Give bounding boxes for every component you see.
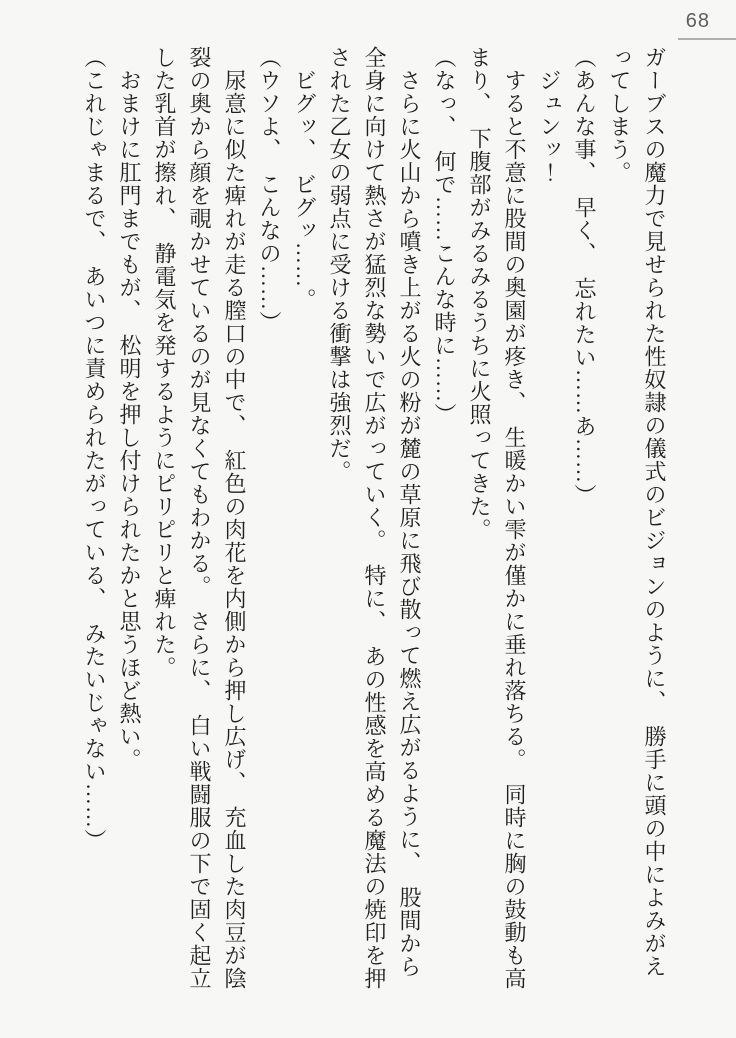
- text-line: 尿意に似た痺れが走る膣口の中で、 紅色の肉花を内側から押し広げ、 充血した肉豆が陰: [222, 46, 247, 990]
- text-line: 全身に向けて熱さが猛烈な勢いで広がっていく。 特に、 あの性感を高める魔法の焼印を押: [362, 46, 387, 990]
- text-line: ってしまう。: [607, 46, 632, 184]
- text-line: すると不意に股間の奥園が疼き、 生暖かい雫が僅かに垂れ落ちる。 同時に胸の鼓動も高: [502, 46, 527, 990]
- text-line: （ウソよ、 こんなの……）: [257, 46, 282, 334]
- text-line: 裂の奥から顔を覗かせているのが見なくてもわかる。 さらに、 白い戦闘服の下で固く起立: [187, 46, 212, 990]
- vertical-text-block: [77, 46, 672, 1010]
- text-line: （これじゃまるで、 あいつに責められたがっている、 みたいじゃない……）: [82, 46, 107, 852]
- text-line: ガーブスの魔力で見せられた性奴隷の儀式のビジョンのように、 勝手に頭の中によみがえ: [642, 46, 667, 978]
- text-line: ビグッ、 ビグッ……。: [292, 46, 317, 311]
- text-line: （あんな事、 早く、 忘れたい……あ……）: [572, 46, 597, 507]
- page-number-rule: [678, 38, 736, 40]
- text-line: まり、 下腹部がみるみるうちに火照ってきた。: [467, 46, 492, 541]
- text-line: ジュンッ！: [537, 46, 562, 184]
- text-line: （なっ、 何で……こんな時に……）: [432, 46, 457, 426]
- text-line: おまけに肛門までもが、 松明を押し付けられたかと思うほど熱い。: [117, 46, 142, 771]
- text-line: した乳首が擦れ、 静電気を発するようにピリピリと痺れた。: [152, 46, 177, 679]
- text-line: さらに火山から噴き上がる火の粉が麓の草原に飛び散って燃え広がるように、 股間から: [397, 46, 422, 978]
- folio: [646, 0, 736, 46]
- text-line: された乙女の弱点に受ける衝撃は強烈だ。: [327, 46, 352, 483]
- page-number: 68: [685, 10, 710, 32]
